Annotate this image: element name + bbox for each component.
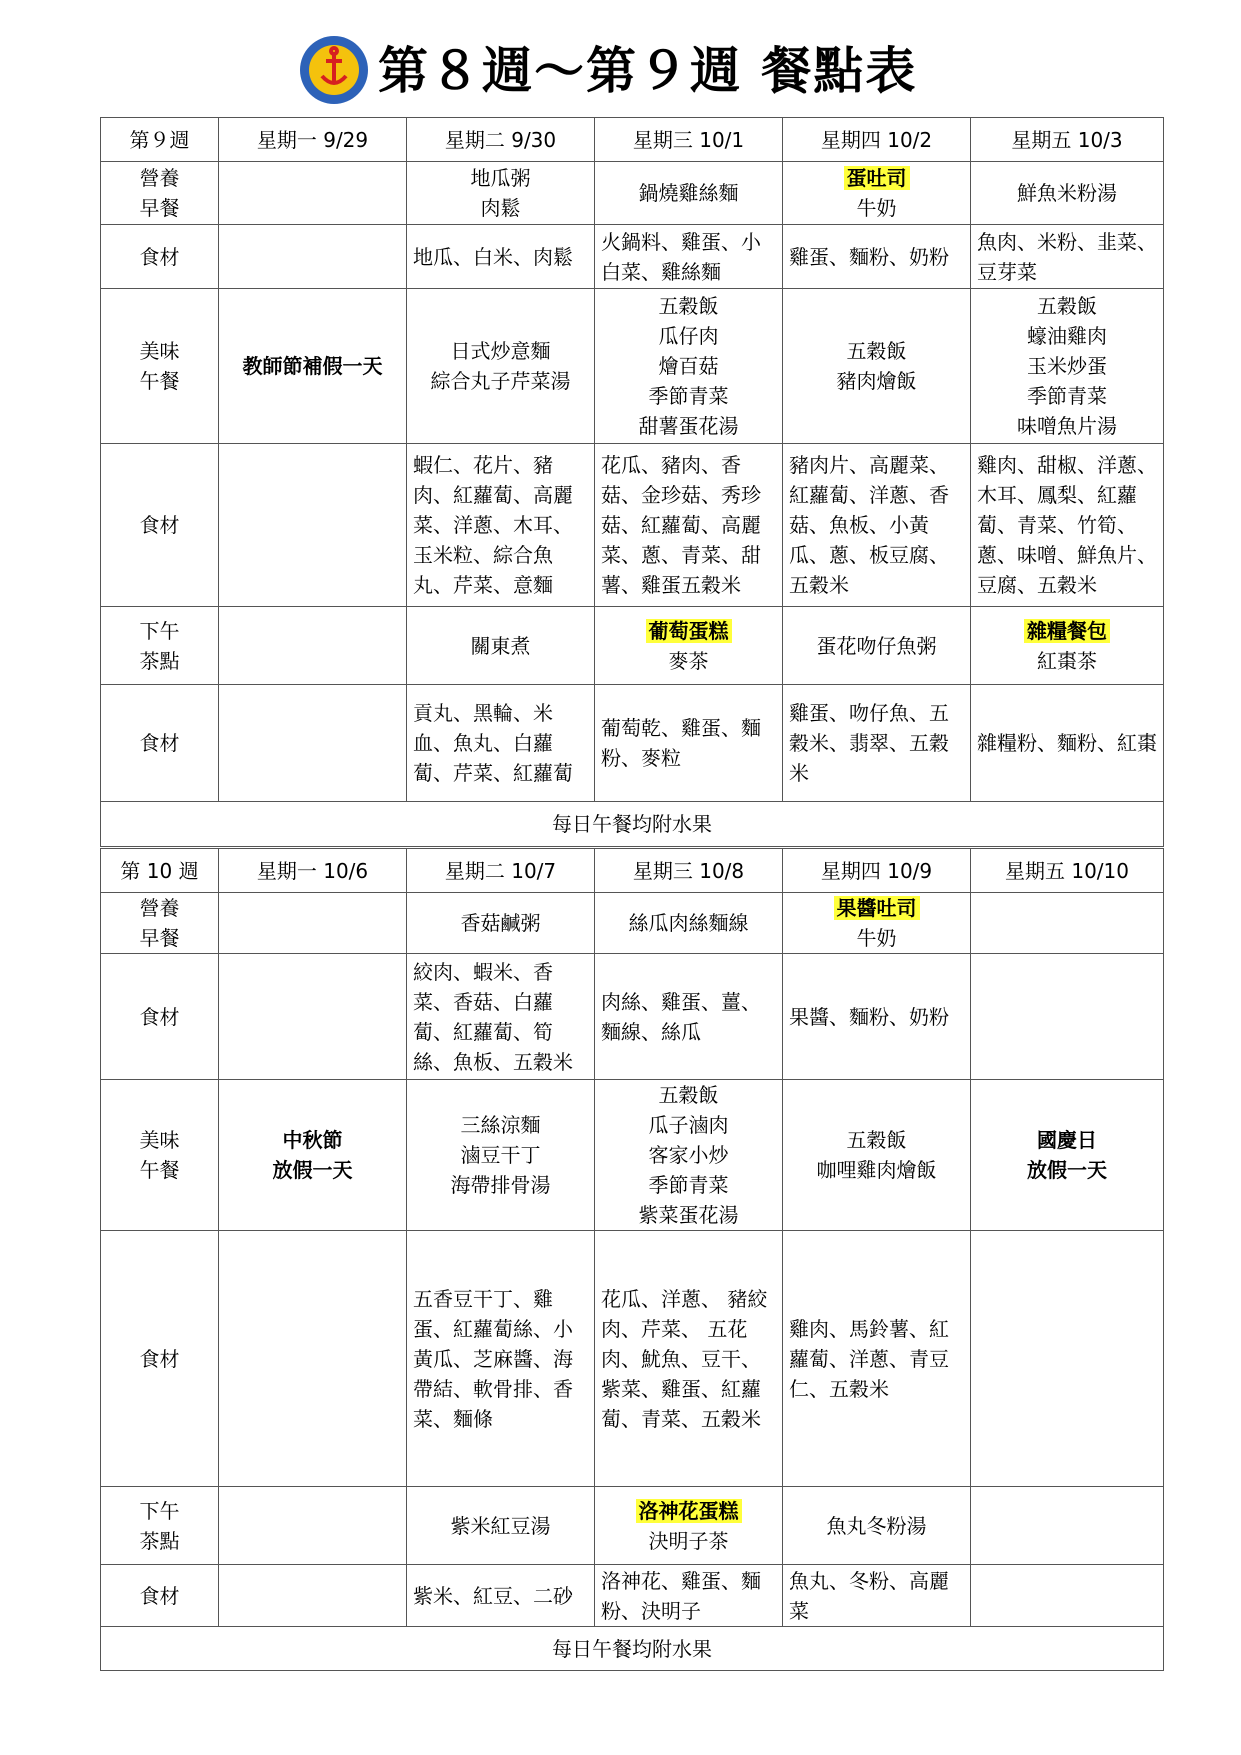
menu-cell	[407, 162, 595, 225]
row-label-line: 下午	[139, 618, 180, 643]
menu-item: 地瓜粥	[470, 166, 531, 190]
ingredients-cell	[971, 1231, 1164, 1487]
footer-row	[101, 802, 1164, 847]
ingredients-cell: 肉絲、雞蛋、薑、麵線、絲瓜	[595, 954, 783, 1080]
row-label-line: 早餐	[139, 196, 180, 220]
ingredients-cell: 洛神花、雞蛋、麵粉、決明子	[595, 1565, 783, 1627]
menu-cell	[971, 1080, 1164, 1231]
menu-cell	[595, 893, 783, 954]
menu-cell	[219, 162, 407, 225]
row-label-line: 茶點	[139, 1528, 180, 1553]
menu-item: 五穀飯	[658, 294, 719, 318]
menu-cell	[971, 289, 1164, 444]
menu-item: 決明子茶	[648, 1528, 729, 1553]
day-header: 星期一 10/6	[219, 849, 407, 893]
menu-item: 滷豆干丁	[460, 1143, 541, 1167]
menu-item: 麥茶	[668, 648, 709, 673]
menu-item: 牛奶	[856, 196, 897, 220]
header-row	[101, 118, 1164, 162]
page-title: 第８週～第９週 餐點表	[378, 42, 918, 100]
ingredients-cell: 雞肉、馬鈴薯、紅蘿蔔、洋蔥、青豆仁、五穀米	[783, 1231, 971, 1487]
row-label-line: 美味	[139, 339, 180, 363]
menu-cell	[783, 289, 971, 444]
menu-cell	[407, 893, 595, 954]
breakfast-ingredients-row	[101, 954, 1164, 1080]
snack-ingredients-row	[101, 685, 1164, 802]
menu-item: 香菇鹹粥	[460, 911, 541, 935]
ingredients-cell: 雞蛋、麵粉、奶粉	[783, 225, 971, 289]
menu-cell	[595, 1080, 783, 1231]
menu-item	[789, 893, 964, 923]
menu-item: 五穀飯	[846, 1128, 907, 1152]
ingredients-cell	[219, 685, 407, 802]
ingredients-cell: 葡萄乾、雞蛋、麵粉、麥粒	[595, 685, 783, 802]
menu-item: 牛奶	[856, 926, 897, 950]
menu-cell	[783, 607, 971, 685]
menu-cell	[595, 1487, 783, 1565]
highlighted-item: 葡萄蛋糕	[646, 619, 732, 643]
menu-cell	[971, 607, 1164, 685]
menu-item: 放假一天	[1027, 1158, 1107, 1182]
row-label-line: 午餐	[139, 1158, 180, 1182]
row-label-line: 食材	[139, 513, 180, 537]
row-label-line: 食材	[139, 1004, 180, 1029]
breakfast-row	[101, 893, 1164, 954]
menu-item: 咖哩雞肉燴飯	[816, 1158, 937, 1182]
menu-item	[977, 616, 1157, 646]
menu-item: 紅棗茶	[1037, 648, 1097, 673]
row-label-line: 食材	[139, 731, 180, 755]
menu-item: 燴百菇	[658, 354, 719, 378]
menu-item: 海帶排骨湯	[450, 1173, 551, 1197]
week-label: 第 10 週	[101, 849, 219, 893]
menu-cell	[783, 162, 971, 225]
row-label	[101, 893, 219, 954]
menu-item: 瓜仔肉	[658, 324, 719, 348]
row-label-line: 營養	[139, 166, 180, 190]
ingredients-cell: 魚肉、米粉、韭菜、豆芽菜	[971, 225, 1164, 289]
menu-item: 季節青菜	[648, 384, 729, 408]
menu-item: 五穀飯	[846, 339, 907, 363]
menu-cell	[783, 1080, 971, 1231]
lunch-row	[101, 289, 1164, 444]
menu-item: 中秋節	[282, 1128, 343, 1152]
day-header: 星期三 10/1	[595, 118, 783, 162]
menu-cell	[595, 607, 783, 685]
row-label-line: 營養	[139, 896, 180, 920]
menu-cell	[219, 893, 407, 954]
menu-cell	[407, 607, 595, 685]
menu-item: 甜薯蛋花湯	[638, 414, 739, 438]
row-label-line: 早餐	[139, 926, 180, 950]
row-label-line: 午餐	[139, 369, 180, 393]
ingredients-cell: 雞蛋、吻仔魚、五穀米、翡翠、五穀米	[783, 685, 971, 802]
menu-cell	[407, 1487, 595, 1565]
menu-item: 魚丸冬粉湯	[826, 1513, 927, 1538]
row-label-line: 食材	[139, 1346, 180, 1371]
ingredients-cell	[971, 1565, 1164, 1627]
row-label	[101, 225, 219, 289]
ingredients-cell	[219, 444, 407, 607]
footer-note: 每日午餐均附水果	[101, 1627, 1164, 1671]
menu-cell	[595, 289, 783, 444]
highlighted-item: 蛋吐司	[844, 166, 910, 190]
ingredients-cell	[219, 1565, 407, 1627]
menu-item: 紫米紅豆湯	[450, 1513, 551, 1538]
snack-ingredients-row	[101, 1565, 1164, 1627]
menu-cell	[783, 1487, 971, 1565]
menu-item: 肉鬆	[480, 196, 521, 220]
menu-item: 綜合丸子芹菜湯	[430, 369, 571, 393]
menu-cell	[971, 893, 1164, 954]
snack-row	[101, 1487, 1164, 1565]
header-row	[101, 849, 1164, 893]
snack-row	[101, 607, 1164, 685]
menu-item: 絲瓜肉絲麵線	[628, 911, 749, 935]
ingredients-cell: 五香豆干丁、雞蛋、紅蘿蔔絲、小黃瓜、芝麻醬、海帶結、軟骨排、香菜、麵條	[407, 1231, 595, 1487]
day-header: 星期一 9/29	[219, 118, 407, 162]
lunch-ingredients-row	[101, 1231, 1164, 1487]
menu-item: 豬肉燴飯	[836, 369, 917, 393]
ingredients-cell	[219, 1231, 407, 1487]
ingredients-cell: 雞肉、甜椒、洋蔥、木耳、鳳梨、紅蘿蔔、青菜、竹筍、蔥、味噌、鮮魚片、豆腐、五穀米	[971, 444, 1164, 607]
row-label	[101, 607, 219, 685]
menu-cell	[783, 893, 971, 954]
footer-note: 每日午餐均附水果	[101, 802, 1164, 847]
menu-item	[789, 163, 964, 193]
row-label-line: 食材	[139, 1583, 180, 1608]
menu-item: 季節青菜	[1027, 384, 1107, 408]
menu-item: 玉米炒蛋	[1027, 354, 1107, 378]
menu-item: 三絲涼麵	[460, 1113, 541, 1137]
ingredients-cell	[971, 954, 1164, 1080]
menu-item: 蠔油雞肉	[1027, 324, 1107, 348]
row-label	[101, 289, 219, 444]
row-label	[101, 685, 219, 802]
breakfast-ingredients-row	[101, 225, 1164, 289]
menu-item: 蛋花吻仔魚粥	[816, 633, 937, 658]
ingredients-cell: 花瓜、豬肉、香菇、金珍菇、秀珍菇、紅蘿蔔、高麗菜、蔥、青菜、甜薯、雞蛋五穀米	[595, 444, 783, 607]
menu-item: 鮮魚米粉湯	[1017, 181, 1117, 205]
menu-cell	[219, 1487, 407, 1565]
ingredients-cell: 絞肉、蝦米、香菜、香菇、白蘿蔔、紅蘿蔔、筍絲、魚板、五穀米	[407, 954, 595, 1080]
menu-item: 五穀飯	[658, 1083, 719, 1107]
ingredients-cell: 魚丸、冬粉、高麗菜	[783, 1565, 971, 1627]
ingredients-cell: 蝦仁、花片、豬肉、紅蘿蔔、高麗菜、洋蔥、木耳、玉米粒、綜合魚丸、芹菜、意麵	[407, 444, 595, 607]
menu-cell	[407, 289, 595, 444]
lunch-ingredients-row	[101, 444, 1164, 607]
footer-row	[101, 1627, 1164, 1671]
menu-cell	[407, 1080, 595, 1231]
row-label	[101, 444, 219, 607]
menu-item	[601, 1496, 776, 1526]
highlighted-item: 洛神花蛋糕	[636, 1499, 742, 1523]
menu-item: 放假一天	[272, 1158, 353, 1182]
menu-cell	[595, 162, 783, 225]
menu-cell	[219, 1080, 407, 1231]
row-label-line: 食材	[139, 244, 180, 269]
menu-cell	[971, 162, 1164, 225]
menu-item: 紫菜蛋花湯	[638, 1203, 739, 1227]
row-label	[101, 1565, 219, 1627]
ingredients-cell: 火鍋料、雞蛋、小白菜、雞絲麵	[595, 225, 783, 289]
menu-item: 客家小炒	[648, 1143, 729, 1167]
ingredients-cell: 花瓜、洋蔥、 豬絞肉、芹菜、 五花肉、魷魚、豆干、紫菜、雞蛋、紅蘿蔔、青菜、五穀米	[595, 1231, 783, 1487]
highlighted-item: 果醬吐司	[834, 896, 920, 920]
row-label	[101, 162, 219, 225]
week-10-table	[100, 848, 1164, 1671]
ingredients-cell: 地瓜、白米、肉鬆	[407, 225, 595, 289]
day-header: 星期五 10/3	[971, 118, 1164, 162]
menu-cell	[219, 289, 407, 444]
menu-item	[601, 616, 776, 646]
week-9-table	[100, 117, 1164, 847]
menu-item: 鍋燒雞絲麵	[638, 181, 739, 205]
ingredients-cell: 雜糧粉、麵粉、紅棗	[971, 685, 1164, 802]
menu-item: 國慶日	[1037, 1128, 1097, 1152]
menu-item: 五穀飯	[1037, 294, 1097, 318]
ingredients-cell: 果醬、麵粉、奶粉	[783, 954, 971, 1080]
menu-item: 教師節補假一天	[242, 354, 383, 378]
day-header: 星期四 10/9	[783, 849, 971, 893]
breakfast-row	[101, 162, 1164, 225]
school-logo	[298, 34, 370, 106]
ingredients-cell	[219, 954, 407, 1080]
row-label	[101, 1231, 219, 1487]
lunch-row	[101, 1080, 1164, 1231]
highlighted-item: 雜糧餐包	[1024, 619, 1110, 643]
day-header: 星期二 9/30	[407, 118, 595, 162]
row-label	[101, 1487, 219, 1565]
row-label-line: 下午	[139, 1498, 180, 1523]
day-header: 星期三 10/8	[595, 849, 783, 893]
row-label	[101, 954, 219, 1080]
menu-item: 味噌魚片湯	[1017, 414, 1117, 438]
menu-item: 瓜子滷肉	[648, 1113, 729, 1137]
ingredients-cell: 紫米、紅豆、二砂	[407, 1565, 595, 1627]
row-label-line: 茶點	[139, 648, 180, 673]
day-header: 星期二 10/7	[407, 849, 595, 893]
ingredients-cell: 貢丸、黑輪、米血、魚丸、白蘿蔔、芹菜、紅蘿蔔	[407, 685, 595, 802]
week-label: 第９週	[101, 118, 219, 162]
ingredients-cell	[219, 225, 407, 289]
day-header: 星期五 10/10	[971, 849, 1164, 893]
day-header: 星期四 10/2	[783, 118, 971, 162]
menu-cell	[971, 1487, 1164, 1565]
ingredients-cell: 豬肉片、高麗菜、紅蘿蔔、洋蔥、香菇、魚板、小黃瓜、蔥、板豆腐、五穀米	[783, 444, 971, 607]
menu-cell	[219, 607, 407, 685]
menu-item: 關東煮	[470, 633, 531, 658]
row-label	[101, 1080, 219, 1231]
row-label-line: 美味	[139, 1128, 180, 1152]
menu-item: 日式炒意麵	[450, 339, 551, 363]
menu-item: 季節青菜	[648, 1173, 729, 1197]
